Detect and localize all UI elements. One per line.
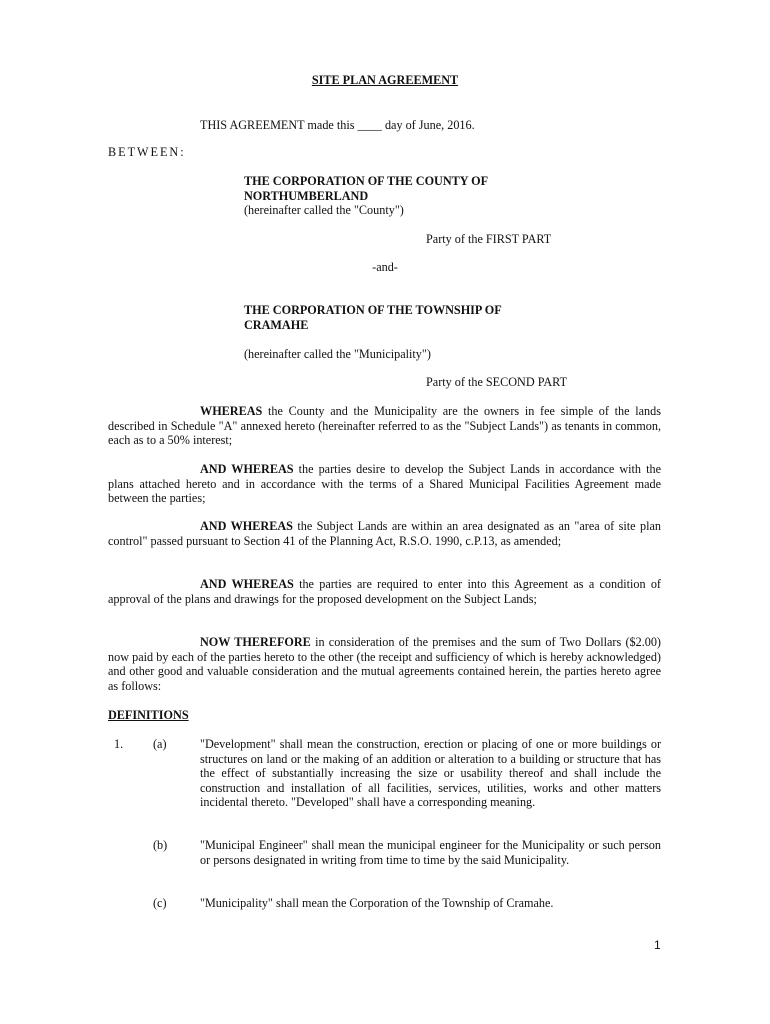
second-party-block: [244, 303, 584, 332]
recital-text: the Subject Lands are within an area designated as an "area of site plan control" passed pursuant to Section 41 of the Planning Act, R.S.O. 1990, c.P.13, as amended;: [108, 519, 661, 548]
second-party-role: Party of the SECOND PART: [426, 375, 568, 389]
document-title: SITE PLAN AGREEMENT: [311, 73, 459, 87]
first-party-name-line1: THE CORPORATION OF THE COUNTY OF: [244, 174, 489, 188]
definition-text: "Municipal Engineer" shall mean the municipal engineer for the Municipality or such person or persons designated in writing from time to time by the said Municipality.: [200, 838, 661, 867]
definition-text: "Municipality" shall mean the Corporation of the Township of Cramahe.: [200, 896, 554, 910]
definition-letter: (a): [153, 737, 167, 751]
recital-lead: AND WHEREAS: [200, 577, 294, 591]
recital-text: the County and the Municipality are the owners in fee simple of the lands described in Schedule "A" annexed hereto (hereinafter referred to as the "Subject Lands") as tenants in common, each as to a 50% interest;: [108, 404, 661, 448]
between-label: BETWEEN:: [108, 145, 186, 159]
first-party-block: [244, 174, 584, 218]
definition-letter: (b): [153, 838, 168, 852]
and-separator: -and-: [372, 260, 398, 274]
second-party-name-line2: CRAMAHE: [244, 317, 309, 332]
page-number: 1: [654, 938, 661, 952]
definition-letter: (c): [153, 896, 167, 910]
recital-lead: WHEREAS: [200, 404, 263, 418]
recital-lead: AND WHEREAS: [200, 462, 294, 476]
second-party-name-line1: THE CORPORATION OF THE TOWNSHIP OF: [244, 303, 502, 317]
agreement-date-line: THIS AGREEMENT made this ____ day of June, 2016.: [200, 118, 475, 132]
recital-paragraph: [108, 462, 661, 506]
section-number: 1.: [114, 737, 124, 751]
recital-paragraph: [108, 577, 661, 606]
first-party-name-line2: NORTHUMBERLAND: [244, 188, 369, 203]
first-party-role: Party of the FIRST PART: [426, 232, 552, 246]
recital-text: the parties desire to develop the Subject Lands in accordance with the plans attached hereto and in accordance with the terms of a Shared Municipal Facilities Agreement made between the parties;: [108, 462, 661, 506]
first-party-called: (hereinafter called the "County"): [244, 203, 404, 218]
second-party-called: (hereinafter called the "Municipality"): [244, 347, 431, 361]
recital-lead: NOW THEREFORE: [200, 635, 311, 649]
recital-text: the parties are required to enter into this Agreement as a condition of approval of the plans and drawings for the proposed development on the Subject Lands;: [108, 577, 661, 606]
definition-text: "Development" shall mean the construction, erection or placing of one or more buildings or structures on land or the making of an addition or alteration to a building or structure that has the effect of substantially increasing the size or usability thereof and shall include the construction and installation of all facilities, services, utilities, works and other matters incidental thereto. "Developed" shall have a corresponding meaning.: [200, 737, 661, 810]
recital-paragraph: [108, 519, 661, 548]
definitions-heading: DEFINITIONS: [108, 708, 189, 722]
recital-text: in consideration of the premises and the sum of Two Dollars ($2.00) now paid by each of the parties hereto to the other (the receipt and sufficiency of which is hereby acknowledged) and other good and valuable consideration and the mutual agreements contained herein, the parties hereto agree as follows:: [108, 635, 661, 693]
recital-paragraph: [108, 635, 661, 693]
recital-paragraph: [108, 404, 661, 448]
recital-lead: AND WHEREAS: [200, 519, 293, 533]
